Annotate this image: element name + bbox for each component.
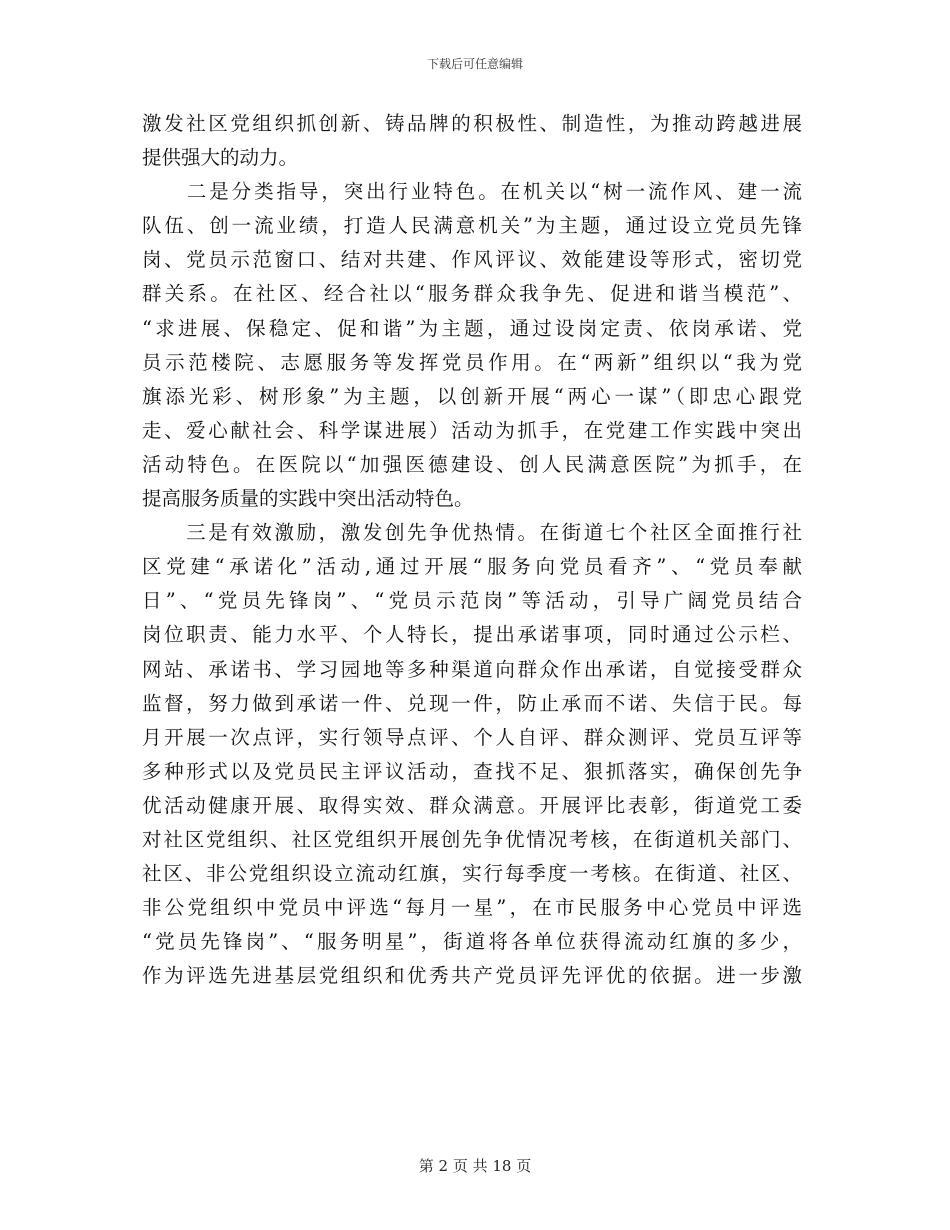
text-line: 月开展一次点评，实行领导点评、个人自评、群众测评、党员互评等 <box>142 725 802 749</box>
text-line: 提高服务质量的实践中突出活动特色。 <box>142 487 474 511</box>
text-line: 员示范楼院、志愿服务等发挥党员作用。在“两新”组织以“我为党 <box>142 350 802 374</box>
text-line: 队伍、创一流业绩，打造人民满意机关”为主题，通过设立党员先锋 <box>142 214 802 238</box>
text-line: 提供强大的动力。 <box>142 146 299 170</box>
text-line: 走、爱心献社会、科学谋进展）活动为抓手，在党建工作实践中突出 <box>142 418 802 442</box>
text-line: 三是有效激励，激发创先争优热情。在街道七个社区全面推行社 <box>142 521 802 545</box>
text-line: 活动特色。在医院以“加强医德建设、创人民满意医院”为抓手，在 <box>142 452 802 476</box>
text-line: 区党建“承诺化”活动,通过开展“服务向党员看齐”、“党员奉献 <box>142 555 802 579</box>
text-line: 二是分类指导，突出行业特色。在机关以“树一流作风、建一流 <box>142 180 802 204</box>
document-body <box>142 107 802 993</box>
text-line: 岗位职责、能力水平、个人特长，提出承诺事项，同时通过公示栏、 <box>142 623 802 647</box>
text-line: 激发社区党组织抓创新、铸品牌的积极性、制造性，为推动跨越进展 <box>142 112 802 135</box>
text-line: “求进展、保稳定、促和谐”为主题，通过设岗定责、依岗承诺、党 <box>142 316 802 340</box>
text-line: 旗添光彩、树形象”为主题，以创新开展“两心一谋”（即忠心跟党 <box>142 384 802 408</box>
text-line: 非公党组织中党员中评选“每月一星”，在市民服务中心党员中评选 <box>142 896 802 920</box>
text-line: 作为评选先进基层党组织和优秀共产党员评先评优的依据。进一步激 <box>142 964 802 988</box>
text-line: 对社区党组织、社区党组织开展创先争优情况考核，在街道机关部门、 <box>142 827 802 851</box>
text-line: “党员先锋岗”、“服务明星”，街道将各单位获得流动红旗的多少， <box>142 930 802 954</box>
text-line: 社区、非公党组织设立流动红旗，实行每季度一考核。在街道、社区、 <box>142 862 802 886</box>
text-line: 岗、党员示范窗口、结对共建、作风评议、效能建设等形式，密切党 <box>142 248 802 272</box>
page-number: 第 2 页 共 18 页 <box>418 1157 532 1175</box>
text-line: 群关系。在社区、经合社以“服务群众我争先、促进和谐当模范”、 <box>142 282 802 306</box>
header-note: 下载后可任意编辑 <box>426 57 523 71</box>
text-line: 优活动健康开展、取得实效、群众满意。开展评比表彰，街道党工委 <box>142 793 802 817</box>
text-line: 监督，努力做到承诺一件、兑现一件，防止承而不诺、失信于民。每 <box>142 691 802 715</box>
text-line: 日”、“党员先锋岗”、“党员示范岗”等活动，引导广阔党员结合 <box>142 589 802 613</box>
text-line: 多种形式以及党员民主评议活动，查找不足、狠抓落实，确保创先争 <box>142 759 802 783</box>
text-line: 网站、承诺书、学习园地等多种渠道向群众作出承诺，自觉接受群众 <box>142 657 802 681</box>
